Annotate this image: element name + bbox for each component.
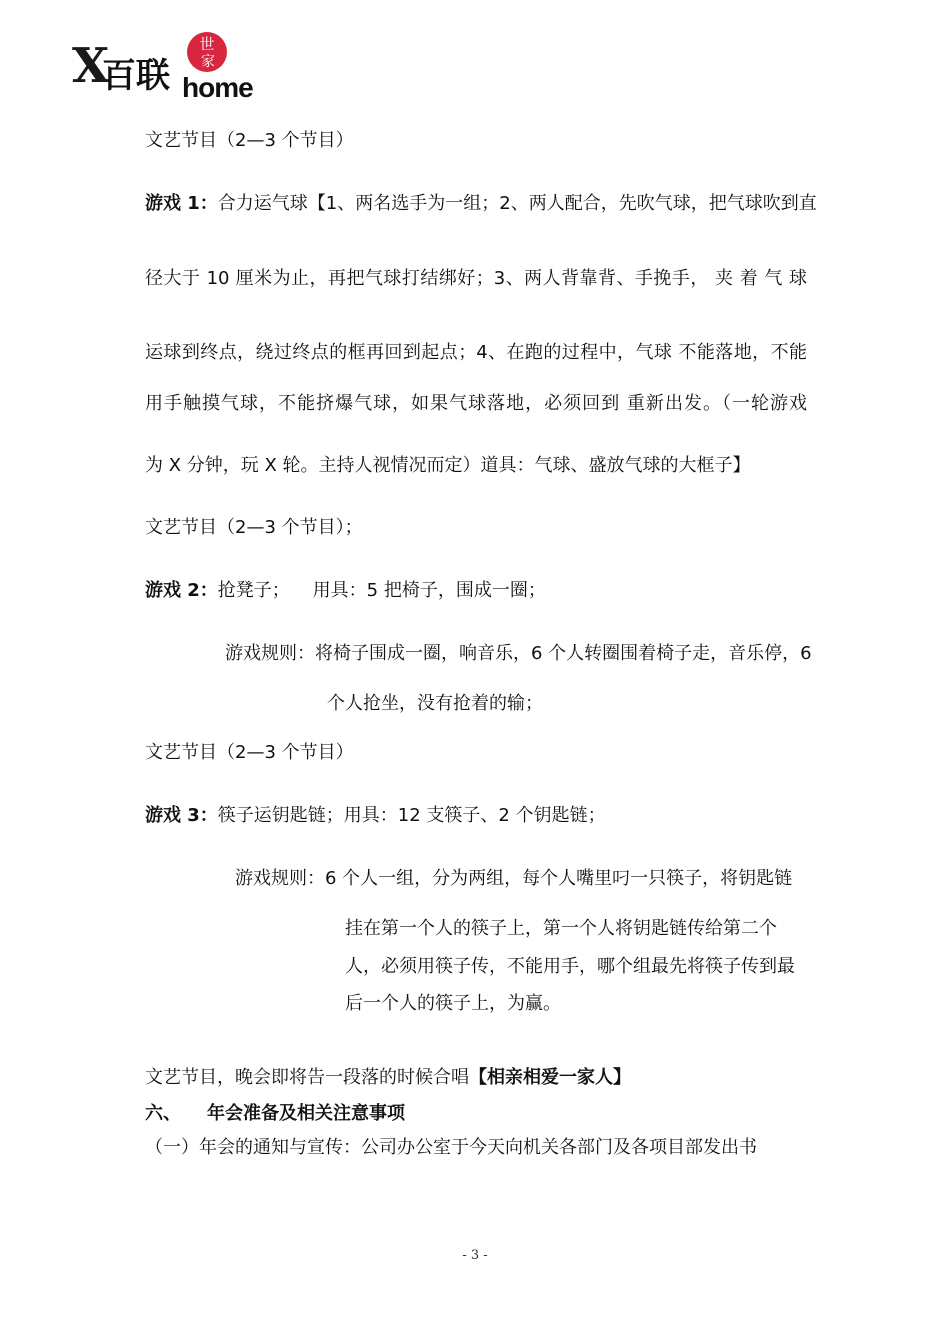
game-3-rules-line-3: 人，必须用筷子传，不能用手，哪个组最先将筷子传到最 [345, 956, 795, 977]
page-number: - 3 - [462, 1248, 488, 1263]
game-3-intro [145, 804, 606, 828]
program-line-3: 文艺节目（2—3 个节目） [145, 742, 354, 763]
logo-x-mark: X [72, 38, 110, 94]
section-6-number: 六、 [145, 1103, 181, 1124]
game-1-intro [145, 192, 817, 216]
game-1-text: 合力运气球【1、两名选手为一组；2、两人配合，先吹气球，把气球吹到直 [217, 193, 817, 214]
game-3-rules-line-2: 挂在第一个人的筷子上，第一个人将钥匙链传给第二个 [345, 918, 777, 939]
game-3-heading: 游戏 3： [145, 805, 218, 826]
game-2-intro [145, 579, 546, 603]
game-3-rules-line-1: 游戏规则：6 个人一组，分为两组，每个人嘴里叼一只筷子，将钥匙链 [235, 868, 793, 889]
game-1-line-2: 径大于 10 厘米为止，再把气球打结绑好；3、两人背靠背、手挽手， 夹 着 气 球 [145, 268, 807, 289]
section-6-paragraph-1: （一）年会的通知与宣传：公司办公室于今天向机关各部门及各项目部发出书 [145, 1137, 757, 1158]
program-line-2: 文艺节目（2—3 个节目）； [145, 517, 363, 538]
game-1-line-4: 用手触摸气球，不能挤爆气球，如果气球落地，必须回到 重新出发。（一轮游戏 [145, 393, 807, 414]
logo-home-text: home [182, 72, 253, 103]
program-line-4-text: 文艺节目，晚会即将告一段落的时候合唱 [145, 1067, 469, 1088]
game-1-line-5: 为 X 分钟，玩 X 轮。主持人视情况而定）道具：气球、盛放气球的大框子】 [145, 455, 751, 476]
game-1-line-3: 运球到终点，绕过终点的框再回到起点；4、在跑的过程中，气球 不能落地，不能 [145, 342, 807, 363]
game-3-text: 筷子运钥匙链；用具：12 支筷子、2 个钥匙链； [217, 805, 606, 826]
section-6-heading [145, 1102, 405, 1126]
bailian-home-logo [72, 28, 252, 106]
section-6-title: 年会准备及相关注意事项 [207, 1103, 405, 1124]
logo-seal-top: 世 [199, 35, 215, 53]
program-line-1: 文艺节目（2—3 个节目） [145, 130, 354, 151]
game-1-heading: 游戏 1： [145, 193, 218, 214]
logo-bailian-text: 百联 [102, 56, 170, 96]
game-3-rules-line-4: 后一个人的筷子上，为赢。 [345, 993, 561, 1014]
game-2-text: 抢凳子； 用具：5 把椅子，围成一圈； [217, 580, 546, 601]
game-2-rules-line-2: 个人抢坐，没有抢着的输； [327, 693, 543, 714]
song-title: 【相亲相爱一家人】 [469, 1067, 631, 1088]
logo-seal-icon [184, 28, 230, 74]
game-2-heading: 游戏 2： [145, 580, 218, 601]
logo-seal-bottom: 家 [201, 54, 215, 70]
program-line-4 [145, 1066, 631, 1090]
game-2-rules-line-1: 游戏规则：将椅子围成一圈，响音乐，6 个人转圈围着椅子走，音乐停，6 [225, 643, 812, 664]
